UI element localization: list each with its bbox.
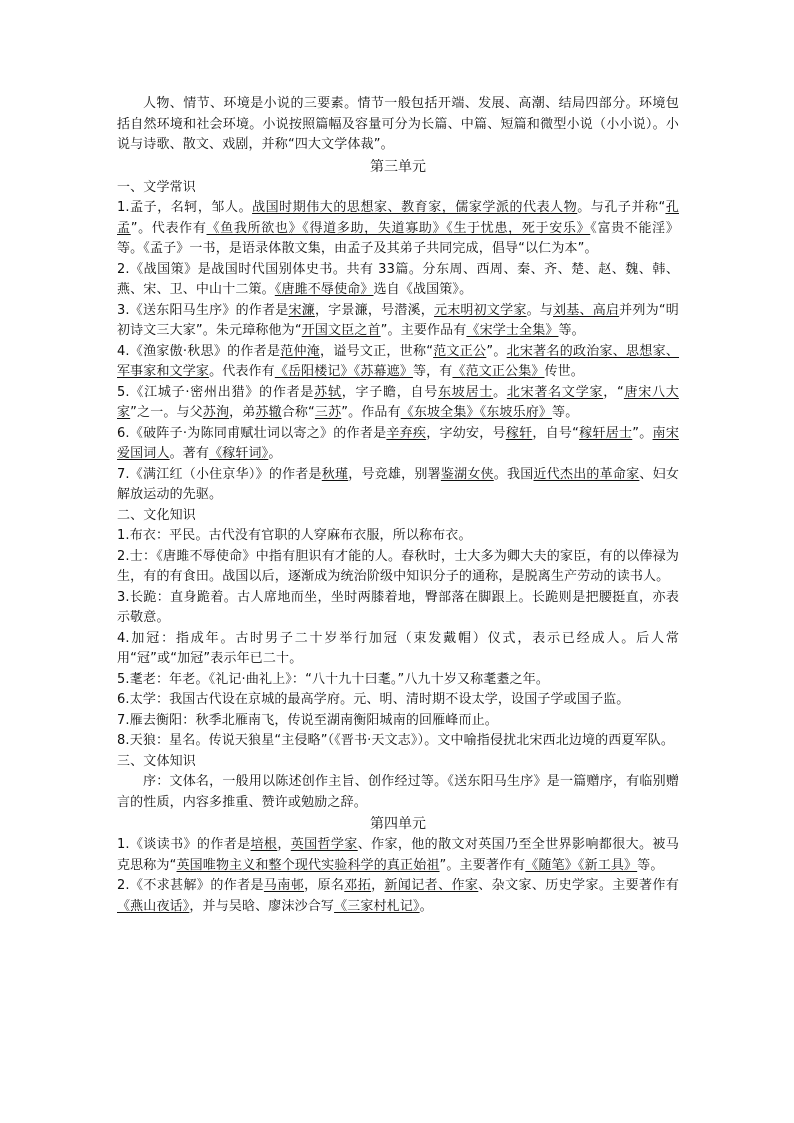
culture-item: 7.雁去衡阳：秋季北雁南飞，传说至湖南衡阳城南的回雁峰而止。 — [117, 712, 498, 728]
underlined-keyword: 东坡居士 — [438, 384, 494, 400]
text-segment: ”。代表作有 — [130, 220, 207, 236]
text-segment: 1.孟子，名轲，邹人。 — [117, 200, 253, 215]
text-segment: 3.《送东阳马生序》的作者是 — [117, 302, 289, 318]
underlined-keyword: 辛弃疾 — [386, 425, 427, 441]
unit3-literature-list — [117, 198, 679, 506]
text-segment: 。著有 — [169, 446, 210, 461]
text-segment: 1.《谈读书》的作者是 — [117, 837, 251, 852]
text-segment: ”。主要著作有 — [439, 857, 526, 873]
text-segment: 合称“ — [281, 405, 315, 420]
text-segment: ，原名 — [304, 878, 345, 893]
text-segment: ，字景濂，号潜溪， — [314, 302, 434, 318]
lit-item — [117, 383, 679, 424]
underlined-keyword: 培根 — [250, 837, 278, 852]
underlined-keyword: 北宋著名的政治家、思想家、军事家和文学家 — [117, 343, 680, 379]
underlined-keyword: 《唐雎不辱使命》 — [274, 282, 374, 297]
text-segment: 2.《不求甚解》的作者是 — [117, 878, 264, 893]
underlined-keyword: 近代杰出的革命家 — [533, 466, 640, 482]
text-segment: ，谥号文正，世称“ — [320, 343, 434, 359]
underlined-keyword: 稼轩 — [505, 425, 533, 441]
text-segment: 。与孔子并称“ — [577, 200, 666, 215]
text-segment: ，并与吴晗、廖沫沙合写 — [189, 898, 335, 914]
text-segment: ”。作品有 — [341, 405, 401, 420]
culture-item: 2.士：《唐雎不辱使命》中指有胆识有才能的人。春秋时，士大多为卿大夫的家臣，有的以俸禄为生，有的有食田。战国以后，逐渐成为统治阶级中知识分子的通称，是脱离生产劳动的读书人。 — [117, 548, 679, 584]
text-segment: ”。 — [486, 343, 507, 359]
underlined-keyword: 战国时期伟大的思想家、教育家，儒家学派的代表人物 — [252, 200, 578, 215]
genre-paragraph: 序：文体名，一般用以陈述创作主旨、创作经过等。《送东阳马生序》是一篇赠序，有临别赠言的性质，内容多推重、赞许或勉励之辞。 — [117, 774, 679, 810]
unit3-section-literature: 一、文学常识 — [117, 179, 196, 195]
underlined-keyword: 英国唯物主义和整个现代实验科学的真正始祖 — [176, 857, 440, 873]
underlined-keyword: 元末明初文学家 — [433, 302, 527, 318]
underlined-keyword: 范仲淹 — [280, 343, 321, 359]
lit-item — [117, 342, 679, 383]
underlined-keyword: 稼轩居士 — [579, 425, 633, 441]
lit-item — [117, 465, 679, 506]
text-segment: 并列为“明初诗文三大家”。朱元璋称他为“ — [117, 302, 679, 338]
text-segment: 等。 — [637, 857, 664, 873]
text-segment: 6.《破阵子·为陈同甫赋壮词以寄之》的作者是 — [117, 425, 387, 441]
unit3-culture-list — [117, 526, 679, 752]
underlined-keyword: 唐宋八大家 — [117, 384, 679, 420]
lit-item — [117, 301, 679, 342]
lit-item — [117, 424, 679, 465]
underlined-keyword: 范文正公 — [433, 343, 487, 359]
unit3-title: 第三单元 — [370, 158, 426, 175]
text-segment: ， — [371, 878, 385, 893]
underlined-keyword: 《燕山夜话》 — [117, 898, 190, 914]
text-segment: ，自号“ — [532, 425, 580, 441]
underlined-keyword: 秋瑾 — [321, 466, 349, 482]
text-segment: 。 — [268, 446, 282, 461]
text-segment: 。代表作有 — [209, 364, 275, 379]
text-segment: 5.《江城子·密州出猎》的作者是 — [117, 384, 315, 400]
text-segment: 、妇女解放运动的先驱。 — [117, 466, 679, 502]
underlined-keyword: 《鱼我所欲也》《得道多助，失道寡助》《生于忧患，死于安乐》 — [206, 220, 591, 236]
underlined-keyword: 北宋著名文学家 — [506, 384, 604, 400]
text-segment: ，字幼安，号 — [426, 425, 506, 441]
underlined-keyword: 马南邨 — [263, 878, 305, 893]
text-segment: 等。 — [552, 405, 579, 420]
text-segment: 选自《战国策》。 — [373, 282, 473, 297]
text-segment: 、作家，他的散文对英国乃至全世界影响都很大。被马克思称为“ — [117, 837, 679, 873]
underlined-keyword: 新闻记者、作家 — [384, 878, 479, 893]
text-segment: 。与 — [526, 302, 554, 318]
intro-paragraph: 人物、情节、环境是小说的三要素。情节一般包括开端、发展、高潮、结局四部分。环境包括自然环境和社会环境。小说按照篇幅及容量可分为长篇、中篇、短篇和微型小说（小小说）。小说与诗歌、散文、戏剧，并称“四大文学体裁”。 — [117, 96, 679, 152]
underlined-keyword: 邓拓 — [344, 878, 372, 893]
underlined-keyword: 《岳阳楼记》《苏幕遮》 — [274, 364, 413, 379]
underlined-keyword: 鉴湖女侠 — [440, 466, 494, 482]
text-segment: ，弟 — [229, 405, 256, 420]
lit-item — [117, 198, 679, 260]
underlined-keyword: 宋濂 — [288, 302, 315, 318]
text-segment: ，号竞雄，别署 — [348, 466, 441, 482]
text-segment: 、杂文家、历史学家。主要著作有 — [478, 878, 679, 893]
unit4-title: 第四单元 — [370, 816, 426, 832]
unit3-section-genre: 三、文体知识 — [117, 753, 196, 769]
text-segment: ，“ — [603, 384, 624, 400]
culture-item: 3.长跪：直身跪着。古人席地而坐，坐时两膝着地，臀部落在脚跟上。长跪则是把腰挺直，亦表示敬意。 — [117, 589, 679, 625]
unit4-literature-list — [117, 835, 679, 917]
text-segment: ”。 — [632, 425, 653, 441]
text-segment: 。我国 — [493, 466, 534, 482]
culture-item: 1.布衣：平民。古代没有官职的人穿麻布衣服，所以称布衣。 — [117, 528, 472, 543]
text-segment: 等。 — [558, 323, 585, 338]
underlined-keyword: 《范文正公集》 — [452, 364, 545, 379]
lit-item — [117, 260, 679, 301]
text-segment: 传世。 — [544, 364, 584, 379]
lit-item — [117, 876, 679, 917]
underlined-keyword: 《宋学士全集》 — [466, 323, 559, 338]
text-segment: 7.《满江红（小住京华）》的作者是 — [117, 466, 322, 482]
underlined-keyword: 苏辙 — [255, 405, 282, 420]
document-page — [117, 94, 679, 917]
underlined-keyword: 《稼轩词》 — [209, 446, 269, 461]
text-segment: 。 — [419, 898, 433, 914]
underlined-keyword: 苏轼 — [314, 384, 342, 400]
underlined-keyword: 南宋爱国词人 — [117, 425, 679, 461]
text-segment: 4.《渔家傲·秋思》的作者是 — [117, 343, 281, 359]
underlined-keyword: 《三家村札记》 — [334, 898, 420, 914]
underlined-keyword: 孔孟 — [117, 200, 679, 236]
lit-item — [117, 835, 679, 876]
text-segment: 。 — [493, 384, 507, 400]
underlined-keyword: 《东坡全集》《东坡乐府》 — [400, 405, 553, 420]
unit3-section-culture: 二、文化知识 — [117, 507, 196, 523]
text-segment: ， — [277, 837, 291, 852]
underlined-keyword: 苏洵 — [202, 405, 230, 420]
underlined-keyword: 英国哲学家 — [290, 837, 358, 852]
culture-item: 5.耄老：年老。《礼记·曲礼上》：“八十九十曰耄。”八九十岁又称耄耋之年。 — [117, 671, 550, 687]
text-segment: 2.《战国策》是战国时代国别体史书。共有 33篇。分东周、西周、秦、齐、楚、赵、魏、韩、燕、宋、卫、中山十二策。 — [117, 261, 679, 297]
culture-item: 4.加冠：指成年。古时男子二十岁举行加冠（束发戴帽）仪式，表示已经成人。后人常用“冠”或“加冠”表示年已二十。 — [117, 630, 679, 666]
underlined-keyword: 三苏 — [314, 405, 342, 420]
underlined-keyword: 刘基、高启 — [553, 302, 620, 318]
text-segment: 等，有 — [412, 364, 453, 379]
underlined-keyword: 《随笔》《新工具》 — [525, 857, 638, 873]
text-segment: ”。主要作品有 — [380, 323, 467, 338]
text-segment: 《富贵不能淫》等。《孟子》一书，是语录体散文集，由孟子及其弟子共同完成，倡导“以仁为本”。 — [117, 220, 679, 256]
text-segment: ”之一。与父 — [130, 405, 203, 420]
culture-item: 8.天狼：星名。传说天狼星“主侵略”（《晋书·天文志》）。文中喻指侵扰北宋西北边境的西夏军队。 — [117, 733, 675, 748]
culture-item: 6.太学：我国古代设在京城的最高学府。元、明、清时期不设太学，设国子学或国子监。 — [117, 692, 630, 707]
text-segment: ，字子瞻，自号 — [341, 384, 439, 400]
underlined-keyword: 开国文臣之首 — [301, 323, 381, 338]
